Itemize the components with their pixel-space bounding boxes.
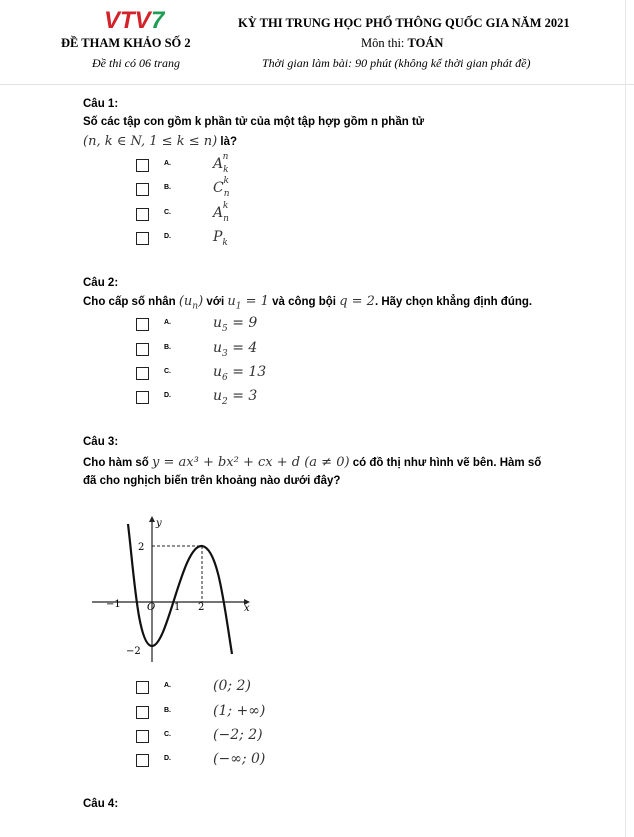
y-axis-arrow [149,516,155,522]
q3-option-d[interactable] [136,753,396,769]
option-value: $P_k$ [213,229,228,248]
option-letter: C. [164,368,171,375]
question-3-label: Câu 3: [83,436,119,448]
tick-y-minus-2: −2 [126,646,141,657]
question-2-text: Cho cấp số nhân $(u_n)$ với $u_1 = 1$ và công bội q = 2. Hãy chọn khẳng định đúng. [83,294,533,312]
question-1-condition [83,134,237,149]
right-rail [625,0,626,837]
checkbox[interactable] [136,232,149,245]
page-count-note: Đề thi có 06 trang [92,56,180,70]
question-4-label: Câu 4: [83,798,119,810]
question-1-math: (n, k ∈ N, 1 ≤ k ≤ n) [83,134,218,149]
q2-option-d[interactable] [136,390,396,406]
time-limit: Thời gian làm bài: 90 phút (không kể thời gian phát đề) [262,56,531,70]
option-letter: B. [164,707,171,714]
checkbox[interactable] [136,730,149,743]
option-letter: D. [164,233,171,240]
tick-1: 1 [174,602,181,613]
tick-y2: 2 [138,542,145,553]
x-axis-label: x [244,603,250,614]
option-value: $u_2 = 3$ [213,388,258,407]
option-letter: D. [164,392,171,399]
option-letter: A. [164,160,171,167]
y-axis-label: y [156,518,162,529]
q3-option-c[interactable] [136,729,396,745]
checkbox[interactable] [136,367,149,380]
option-value: $u_3 = 4$ [213,340,258,359]
checkbox[interactable] [136,391,149,404]
q1-option-c[interactable] [136,201,396,224]
header-divider [0,84,634,85]
exam-code-title: ĐỀ THAM KHẢO SỐ 2 [61,36,191,50]
vtv7-logo [104,6,166,32]
exam-title: KỲ THI TRUNG HỌC PHỔ THÔNG QUỐC GIA NĂM 2021 [238,16,570,30]
option-value: $A_n^k$ [213,201,229,224]
checkbox[interactable] [136,208,149,221]
question-1-label: Câu 1: [83,98,119,110]
subject-value: TOÁN [407,36,444,50]
question-1-tail: là? [217,136,238,148]
cubic-function-graph [92,514,252,664]
option-letter: D. [164,755,171,762]
subject-prefix: Môn thi: [361,36,408,50]
q1-option-b[interactable] [136,176,396,199]
question-3-text-2: đã cho nghịch biến trên khoảng nào dưới đây? [83,475,341,487]
option-letter: A. [164,682,171,689]
option-value: (−∞; 0) [213,751,266,767]
checkbox[interactable] [136,318,149,331]
q3-option-a[interactable] [136,680,396,696]
option-value: $C_n^k$ [213,176,230,199]
option-letter: B. [164,184,171,191]
q2-option-c[interactable] [136,366,396,382]
q1-option-d[interactable] [136,231,396,247]
tick-origin: O [147,602,156,613]
q1-option-a[interactable] [136,152,396,175]
option-value: (0; 2) [213,678,251,694]
q2-option-b[interactable] [136,342,396,358]
question-3-text: Cho hàm số y = ax³ + bx² + cx + d (a ≠ 0) có đồ thị như hình vẽ bên. Hàm số [83,455,542,470]
checkbox[interactable] [136,343,149,356]
exam-header [0,0,634,84]
question-2-label: Câu 2: [83,277,119,289]
checkbox[interactable] [136,754,149,767]
question-1-text: Số các tập con gồm k phần tử của một tập hợp gồm n phần tử [83,116,425,128]
checkbox[interactable] [136,681,149,694]
option-letter: A. [164,319,171,326]
option-letter: C. [164,731,171,738]
checkbox[interactable] [136,183,149,196]
svg-text:VTV: VTV [104,7,151,32]
option-letter: B. [164,344,171,351]
checkbox[interactable] [136,706,149,719]
option-value: $u_6 = 13$ [213,364,267,383]
subject-line [361,36,443,51]
option-value: (−2; 2) [213,727,263,743]
tick-2: 2 [198,602,205,613]
option-value: (1; +∞) [213,703,266,719]
option-value: $A_k^n$ [213,152,229,175]
q3-option-b[interactable] [136,705,396,721]
option-value: $u_5 = 9$ [213,315,258,334]
option-letter: C. [164,209,171,216]
checkbox[interactable] [136,159,149,172]
tick-minus-1: −1 [106,599,121,610]
q2-option-a[interactable] [136,317,396,333]
svg-text:7: 7 [151,7,165,32]
